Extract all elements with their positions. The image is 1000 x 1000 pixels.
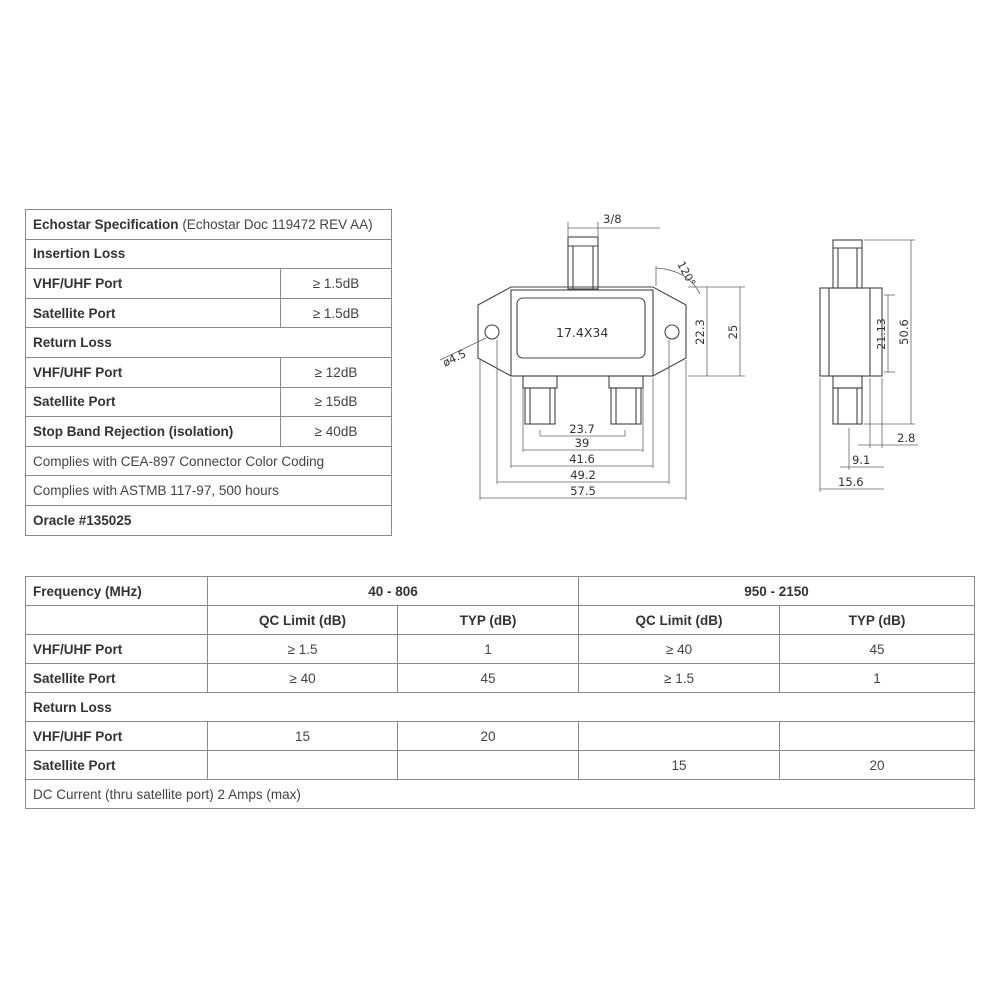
bottom-connector-left-base xyxy=(523,376,557,388)
side-bottom-connector xyxy=(833,388,862,424)
dim-39-label: 39 xyxy=(574,436,590,450)
frequency-table xyxy=(25,576,975,809)
row-value: ≥ 15dB xyxy=(281,387,392,417)
dim-9-1-label: 9.1 xyxy=(852,453,871,467)
row-value: ≥ 12dB xyxy=(281,357,392,387)
empty-cell xyxy=(26,606,208,635)
spec-title: Echostar Specification xyxy=(33,216,179,232)
cell xyxy=(398,751,579,780)
mount-hole-right xyxy=(665,325,679,339)
frequency-header: Frequency (MHz) xyxy=(26,577,208,606)
band1-header: 40 - 806 xyxy=(208,577,579,606)
dc-current-note: DC Current (thru satellite port) 2 Amps (max) xyxy=(26,780,975,809)
row-label: Satellite Port xyxy=(26,751,208,780)
cell xyxy=(208,751,398,780)
cell xyxy=(579,722,780,751)
cell xyxy=(780,722,975,751)
dim-angle-label: 120° xyxy=(674,259,699,289)
typ-header: TYP (dB) xyxy=(398,606,579,635)
insertion-loss-heading: Insertion Loss xyxy=(26,239,392,269)
row-value: ≥ 40dB xyxy=(281,417,392,447)
row-label: VHF/UHF Port xyxy=(26,635,208,664)
dim-21-13-label: 21.13 xyxy=(875,318,888,350)
spec-title-note: (Echostar Doc 119472 REV AA) xyxy=(182,216,373,232)
qc-header: QC Limit (dB) xyxy=(208,606,398,635)
row-value: ≥ 1.5dB xyxy=(281,269,392,299)
row-value: ≥ 1.5dB xyxy=(281,298,392,328)
cell: 45 xyxy=(398,664,579,693)
row-label: Satellite Port xyxy=(26,298,281,328)
mount-hole-left xyxy=(485,325,499,339)
typ-header: TYP (dB) xyxy=(780,606,975,635)
dim-hole-label: ø4.5 xyxy=(440,347,469,370)
row-label: VHF/UHF Port xyxy=(26,269,281,299)
cell: 15 xyxy=(208,722,398,751)
qc-header: QC Limit (dB) xyxy=(579,606,780,635)
band2-header: 950 - 2150 xyxy=(579,577,975,606)
cell: ≥ 40 xyxy=(579,635,780,664)
cell: 45 xyxy=(780,635,975,664)
cell: ≥ 40 xyxy=(208,664,398,693)
dim-57-5-label: 57.5 xyxy=(570,484,596,498)
row-label: VHF/UHF Port xyxy=(26,722,208,751)
cell: ≥ 1.5 xyxy=(208,635,398,664)
cell: 20 xyxy=(398,722,579,751)
dim-50-6-label: 50.6 xyxy=(897,319,911,345)
note-astmb: Complies with ASTMB 117-97, 500 hours xyxy=(26,476,392,506)
table-row xyxy=(26,664,975,693)
dim-25-label: 25 xyxy=(726,324,740,340)
return-loss-heading: Return Loss xyxy=(26,693,975,722)
cell: 1 xyxy=(398,635,579,664)
dim-23-7-label: 23.7 xyxy=(569,422,595,436)
dim-top-label: 3/8 xyxy=(603,212,622,226)
table-row xyxy=(26,635,975,664)
row-label: Satellite Port xyxy=(26,664,208,693)
row-label: Stop Band Rejection (isolation) xyxy=(26,417,281,447)
dim-22-3-label: 22.3 xyxy=(693,319,707,345)
row-label: Satellite Port xyxy=(26,387,281,417)
note-cea: Complies with CEA-897 Connector Color Coding xyxy=(26,446,392,476)
side-bottom-connector-base xyxy=(833,376,862,388)
cell: 15 xyxy=(579,751,780,780)
table-row xyxy=(26,722,975,751)
dim-41-6-label: 41.6 xyxy=(569,452,595,466)
dim-2-8-label: 2.8 xyxy=(897,431,916,445)
return-loss-heading: Return Loss xyxy=(26,328,392,358)
side-top-connector xyxy=(833,240,862,288)
body-size-label: 17.4X34 xyxy=(556,325,609,340)
dim-49-2-label: 49.2 xyxy=(570,468,596,482)
bottom-connector-right-base xyxy=(609,376,643,388)
dim-15-6-label: 15.6 xyxy=(838,475,864,489)
cell: 20 xyxy=(780,751,975,780)
table-row xyxy=(26,751,975,780)
oracle-number: Oracle #135025 xyxy=(26,505,392,535)
cell: ≥ 1.5 xyxy=(579,664,780,693)
row-label: VHF/UHF Port xyxy=(26,357,281,387)
cell: 1 xyxy=(780,664,975,693)
